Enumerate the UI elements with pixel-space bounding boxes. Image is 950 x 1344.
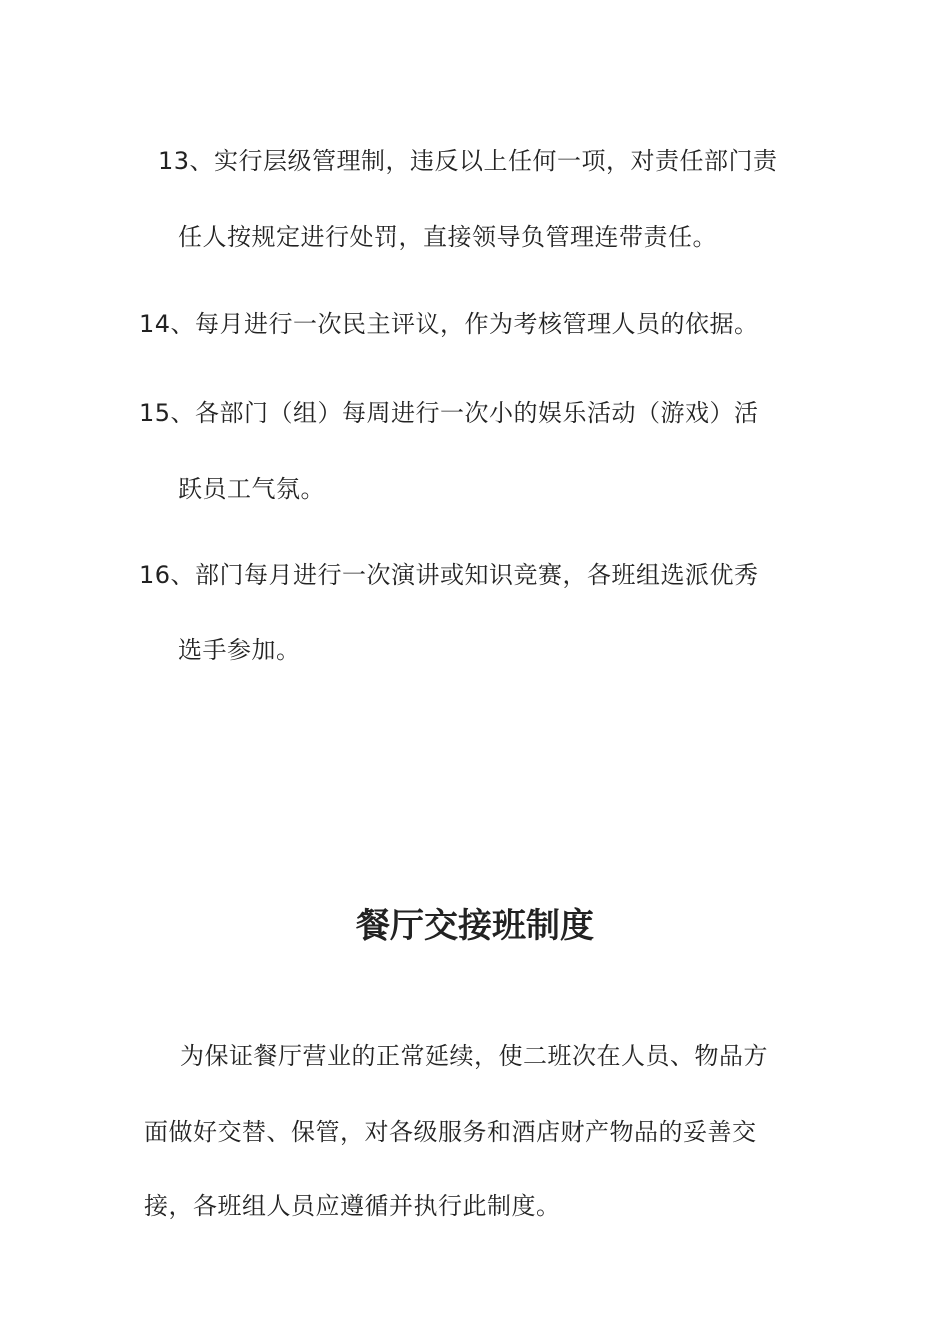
paragraph-line-3: 接，各班组人员应遵循并执行此制度。 bbox=[144, 1192, 561, 1220]
item-16-line-2: 选手参加。 bbox=[178, 636, 301, 664]
paragraph-line-1: 为保证餐厅营业的正常延续，使二班次在人员、物品方 bbox=[180, 1042, 768, 1070]
section-title: 餐厅交接班制度 bbox=[356, 906, 594, 946]
item-16-line-1: 16、部门每月进行一次演讲或知识竞赛，各班组选派优秀 bbox=[139, 561, 759, 589]
item-15-line-1: 15、各部门（组）每周进行一次小的娱乐活动（游戏）活 bbox=[139, 399, 759, 427]
item-14-line-1: 14、每月进行一次民主评议，作为考核管理人员的依据。 bbox=[139, 310, 759, 338]
paragraph-line-2: 面做好交替、保管，对各级服务和酒店财产物品的妥善交 bbox=[144, 1118, 757, 1146]
item-13-line-2: 任人按规定进行处罚，直接领导负管理连带责任。 bbox=[178, 223, 717, 251]
item-15-line-2: 跃员工气氛。 bbox=[178, 475, 325, 503]
item-13-line-1: 13、实行层级管理制，违反以上任何一项，对责任部门责 bbox=[158, 147, 778, 175]
